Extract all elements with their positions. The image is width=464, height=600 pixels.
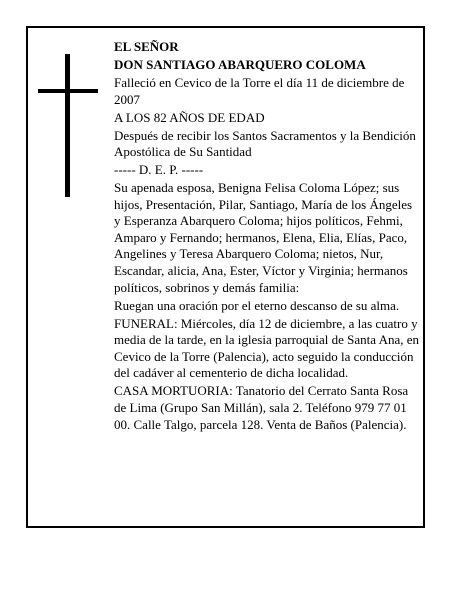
family-paragraph: Su apenada esposa, Benigna Felisa Coloma López; sus hijos, Presentación, Pilar, Santiago, María de los Ángeles y Esperanza Abarquero Coloma; hijos políticos, Fehmi, Amparo y Fernando; hermanos, Elena, Elia, Elías, Paco, Angelines y Teresa Abarquero Coloma; nietos, Nur, Escandar, alicia, Ana, Ester, Víctor y Virginia; hermanos políticos, sobrinos y demás familia: <box>114 180 413 295</box>
age-line: A LOS 82 AÑOS DE EDAD <box>114 109 265 125</box>
cross-icon <box>38 54 98 197</box>
sacraments-line: Después de recibir los Santos Sacramentos y la Bendición Apostólica de Su Santidad <box>114 127 416 160</box>
cross-vertical-bar <box>65 54 70 197</box>
title-line-1: EL SEÑOR <box>114 39 179 54</box>
mortuary-paragraph: CASA MORTUORIA: Tanatorio del Cerrato Santa Rosa de Lima (Grupo San Millán), sala 2. Teléfono 979 77 01 00. Calle Talgo, parcela 128. Venta de Baños (Palencia). <box>114 383 409 432</box>
deceased-name: DON SANTIAGO ABARQUERO COLOMA <box>114 56 366 72</box>
prayer-line: Ruegan una oración por el eterno descanso de su alma. <box>114 297 400 313</box>
funeral-paragraph: FUNERAL: Miércoles, día 12 de diciembre, a las cuatro y media de la tarde, en la iglesia parroquial de Santa Ana, en Cevico de la Torre (Palencia), acto seguido la conducción del cadáver al cementerio de dicha localidad. <box>114 315 420 381</box>
rip-line: ----- D. E. P. ----- <box>114 162 204 178</box>
obituary-text <box>114 39 421 435</box>
death-notice: Falleció en Cevico de la Torre el día 11 de diciembre de 2007 <box>114 74 405 107</box>
cross-horizontal-bar <box>38 89 98 93</box>
